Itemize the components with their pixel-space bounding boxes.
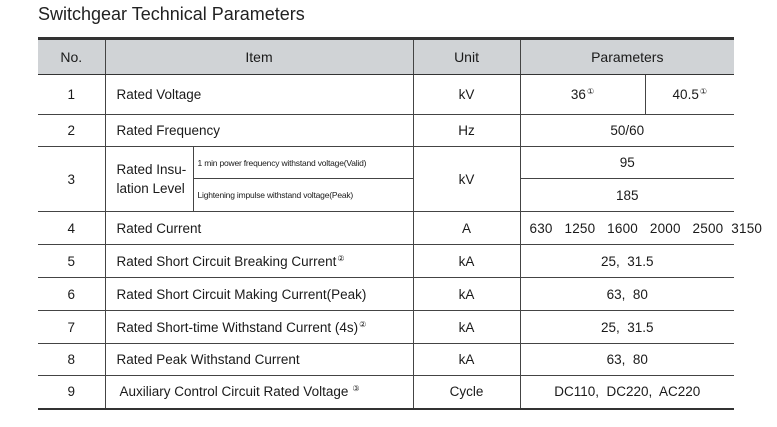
row-number: 5 bbox=[38, 245, 105, 278]
item-cell bbox=[105, 245, 413, 278]
table-header-row bbox=[38, 39, 734, 75]
table-row bbox=[38, 344, 734, 376]
footnote-marker: ③ bbox=[352, 384, 360, 394]
item-cell bbox=[105, 311, 413, 344]
unit-cell: kA bbox=[413, 344, 520, 376]
row-number: 6 bbox=[38, 278, 105, 311]
item-line: lation Level bbox=[116, 181, 185, 196]
table-row bbox=[38, 115, 734, 147]
row-number: 4 bbox=[38, 212, 105, 245]
footnote-marker: ① bbox=[586, 87, 595, 96]
item-cell bbox=[105, 147, 193, 212]
header-no: No. bbox=[38, 39, 105, 75]
unit-cell: Hz bbox=[413, 115, 520, 147]
item-cell: Rated Voltage bbox=[105, 75, 413, 115]
footnote-marker: ② bbox=[337, 253, 345, 263]
parameter-cell: 25, 31.5 bbox=[520, 311, 734, 344]
parameter-cell bbox=[645, 75, 734, 115]
parameter-cell bbox=[520, 75, 645, 115]
table-row bbox=[38, 376, 734, 409]
parameter-value: 40.5 bbox=[672, 87, 699, 102]
row-number: 3 bbox=[38, 147, 105, 212]
header-unit: Unit bbox=[413, 39, 520, 75]
table-row bbox=[38, 311, 734, 344]
item-cell bbox=[105, 376, 413, 409]
parameters-table bbox=[38, 37, 763, 410]
row-number: 2 bbox=[38, 115, 105, 147]
item-text: Rated Short-time Withstand Current (4s) bbox=[116, 319, 359, 335]
sub-item-cell: Lightening impulse withstand voltage(Peak) bbox=[193, 179, 413, 212]
parameter-cell: 63, 80 bbox=[520, 344, 734, 376]
table-row bbox=[38, 245, 734, 278]
parameter-cell: 63, 80 bbox=[520, 278, 734, 311]
item-text: Rated Short Circuit Breaking Current bbox=[116, 253, 337, 269]
header-parameters: Parameters bbox=[520, 39, 734, 75]
item-text: Auxiliary Control Circuit Rated Voltage bbox=[119, 384, 349, 400]
header-item: Item bbox=[105, 39, 413, 75]
page-title: Switchgear Technical Parameters bbox=[38, 4, 305, 24]
footnote-marker: ② bbox=[359, 319, 367, 329]
row-number: 9 bbox=[38, 376, 105, 409]
parameter-value: 36 bbox=[570, 87, 586, 102]
unit-cell: kV bbox=[413, 75, 520, 115]
parameter-cell: 185 bbox=[520, 179, 734, 212]
table-row bbox=[38, 147, 734, 179]
item-cell: Rated Frequency bbox=[105, 115, 413, 147]
parameter-cell: DC110, DC220, AC220 bbox=[520, 376, 734, 409]
parameter-cell: 630 1250 1600 2000 2500 3150 bbox=[520, 212, 734, 245]
item-cell: Rated Peak Withstand Current bbox=[105, 344, 413, 376]
footnote-marker: ① bbox=[699, 87, 707, 96]
item-line: Rated Insu- bbox=[116, 162, 187, 177]
unit-cell: A bbox=[413, 212, 520, 245]
item-cell: Rated Short Circuit Making Current(Peak) bbox=[105, 278, 413, 311]
table-row bbox=[38, 278, 734, 311]
row-number: 8 bbox=[38, 344, 105, 376]
parameter-cell: 50/60 bbox=[520, 115, 734, 147]
unit-cell: Cycle bbox=[413, 376, 520, 409]
unit-cell: kA bbox=[413, 245, 520, 278]
parameter-cell: 95 bbox=[520, 147, 734, 179]
row-number: 7 bbox=[38, 311, 105, 344]
sub-item-cell: 1 min power frequency withstand voltage(Valid) bbox=[193, 147, 413, 179]
unit-cell: kA bbox=[413, 311, 520, 344]
item-cell: Rated Current bbox=[105, 212, 413, 245]
table-row bbox=[38, 212, 734, 245]
unit-cell: kV bbox=[413, 147, 520, 212]
unit-cell: kA bbox=[413, 278, 520, 311]
row-number: 1 bbox=[38, 75, 105, 115]
parameter-cell: 25, 31.5 bbox=[520, 245, 734, 278]
table-row bbox=[38, 75, 734, 115]
